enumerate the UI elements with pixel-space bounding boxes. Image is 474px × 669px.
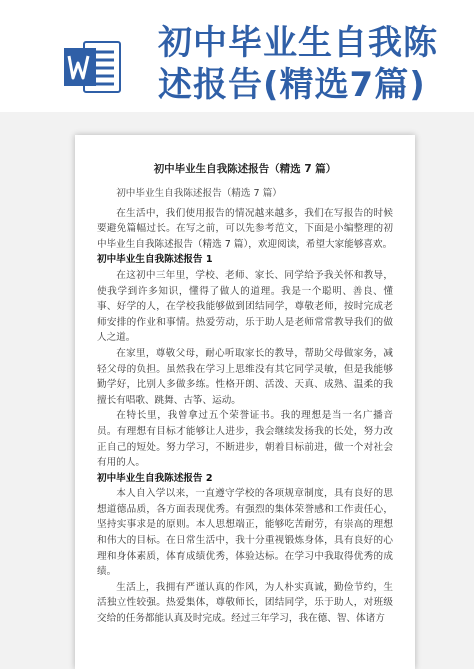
document-body [97,162,393,627]
section-paragraph: 在家里，尊敬父母，耐心听取家长的教导，帮助父母做家务，减轻父母的负担。虽然我在学习上思维没有其它同学灵敏，但是我能够勤学好，比别人多做多练。性格开朗、活泼、天真、成熟、温柔的我擅长有唱歌、跳舞、古筝、运动。 [97,347,393,406]
document-title: 初中毕业生自我陈述报告（精选 7 篇） [153,163,337,175]
section-paragraph: 本人自入学以来，一直遵守学校的各项规章制度，具有良好的思想道德品质，各方面表现优秀。有强烈的集体荣誉感和工作责任心，坚持实事求是的原则。本人思想端正，能够吃苦耐劳，有崇高的理想和伟大的目标。在日常生活中，我十分重视锻炼身体，具有良好的心理和身体素质，体育成绩优秀，体验达标。在学习中我取得优秀的成绩。 [97,488,393,578]
section-heading: 初中毕业生自我陈述报告 1 [97,254,213,266]
section-paragraph: 在特长里，我曾拿过五个荣誉证书。我的理想是当一名广播音员。有理想有目标才能够让人进步，我会继续发扬我的长处，努力改正自己的短处。努力学习，不断进步，朝着目标前进，做一个对社会有用的人。 [97,410,393,469]
section-paragraph: 在这初中三年里，学校、老师、家长、同学给予我关怀和教导，使我学到许多知识，懂得了做人的道理。我是一个聪明、善良、懂事、好学的人，在学校我能够做到团结同学，尊敬老师，按时完成老师安排的作业和事情。热爱劳动，乐于助人是老师常常教导我们的做人之道。 [97,269,393,344]
intro-paragraph: 在生活中，我们使用报告的情况越来越多，我们在写报告的时候要避免篇幅过长。在写之前，可以先参考范文，下面是小编整理的初中毕业生自我陈述报告（精选 7 篇），欢迎阅读，希望大家能够喜欢。 [97,207,393,250]
section-paragraph: 生活上，我拥有严谨认真的作风，为人朴实真诚，勤俭节约，生活独立性较强。热爱集体，尊敬师长，团结同学，乐于助人，对班级交给的任务都能认真及时完成。经过三年学习，我在德、智、体诸方 [97,581,393,625]
banner-title: 初中毕业生自我陈述报告(精选7篇) [158,23,438,105]
word-document-icon [62,36,124,98]
document-page [75,135,415,669]
document-subtitle: 初中毕业生自我陈述报告（精选 7 篇） [116,188,282,199]
section-heading: 初中毕业生自我陈述报告 2 [97,472,213,484]
banner [0,0,474,112]
